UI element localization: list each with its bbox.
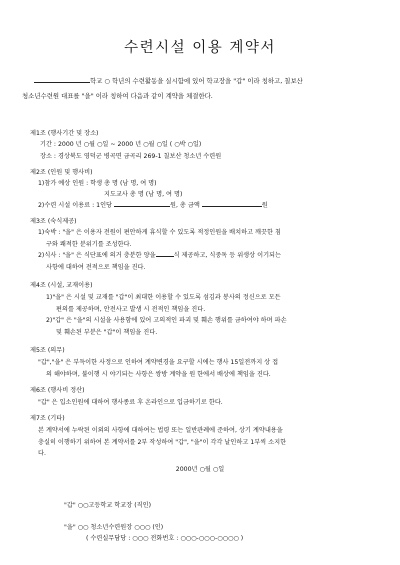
party-a-signature: "갑" ○○고등학교 학교장 (직인) xyxy=(64,502,151,509)
document-title: 수련시설 이용 계약서 xyxy=(124,40,276,56)
intro-line-1: 학교 ○ 학년의 수련활동을 실시함에 있어 학교장을 "갑" 이라 칭하고, 칠보산 xyxy=(22,74,386,89)
intro-paragraph xyxy=(22,74,386,104)
article-2-participants: 1)참가 예상 인원 : 학생 총 명 (남 명, 여 명) xyxy=(38,180,157,187)
fee-per-person-blank xyxy=(114,206,170,207)
article-5-body: "갑","을" 은 부득이한 사정으로 인하여 계약변경을 요구할 시에는 행사 15일전까지 상 접 의 해야하며, 불이행 시 야기되는 사항은 쌍방 계약을 원 한에서 배상에 책임을 진다. xyxy=(38,359,279,378)
school-name-blank xyxy=(34,82,90,83)
article-4-heading: 제4조 (시설, 교재이용) xyxy=(30,282,93,289)
article-3-body: 1)숙박 : "을" 은 이용자 전원이 편안하게 휴식할 수 있도록 적정인원을 배치하고 깨끗한 침 구와 쾌적한 분위기를 조성한다. 2)식사 : "을" 은 식단표에 의거 충분한 양을 식 제공하고, 식중독 등 위생상 이기되는 사항에 대하여 전적으로 책임을 진다. xyxy=(38,229,281,271)
article-3-heading: 제3조 (숙식제공) xyxy=(30,218,77,225)
article-6-body: "갑" 은 입소인원에 대하여 행사종료 후 온라인으로 입금하기로 한다. xyxy=(38,399,223,406)
article-7-body: 본 계약서에 누락된 이외의 사항에 대하여는 법령 또는 일반관례에 준하여, 상기 계약내용을 충실히 이행하기 위하여 본 계약서를 2부 작성하여 "갑", "을"이 각각 날인하고 1부씩 소지한 다. xyxy=(38,427,287,457)
article-5-heading: 제5조 (의무) xyxy=(30,347,65,354)
article-2-fee: 2)수련 시설 이용료 : 1인당 원, 총 금액 원 xyxy=(38,202,268,209)
article-2-teachers: 지도교사 총 명 (남 명, 여 명) xyxy=(104,191,183,198)
article-4-body: 1)"을" 은 시설 및 교재를 "갑"이 최대한 이용할 수 있도록 섬김과 봉사의 정신으로 모든 편의를 제공하며, 안전사고 발생 시 전적인 책임을 진다. 2)"갑" 은 "을"의 시설을 사용함에 있어 고의적인 파괴 및 훼손 행위를 금하여야 하며 파손 및 훼손된 부분은 "갑"이 책임을 진다. xyxy=(46,294,287,336)
article-2-heading: 제2조 (인원 및 행사비) xyxy=(30,169,93,176)
article-1-period: 기간 : 2000 년 ○월 ○일 ~ 2000 년 ○월 ○일 ( ○박 ○일) xyxy=(40,141,202,148)
article-7-heading: 제7조 (기타) xyxy=(30,415,65,422)
article-1-heading: 제1조 (행사기간 및 장소) xyxy=(30,130,99,137)
meal-count-blank xyxy=(156,256,174,257)
party-b-signature: "을" ○○ 청소년수련원장 ○○○ (인) xyxy=(64,524,164,531)
article-1-place: 장소 : 경상북도 영덕군 병곡면 금곡리 269-1 칠보산 청소년 수련원 xyxy=(40,153,222,160)
article-6-heading: 제6조 (행사비 정산) xyxy=(30,387,85,394)
intro-line-2: 청소년수련원 대표를 "을" 이라 칭하여 다음과 같이 계약을 체결한다. xyxy=(22,92,213,100)
contract-date: 2000년 ○월 ○일 xyxy=(175,466,225,473)
fee-total-blank xyxy=(202,206,262,207)
party-b-contact: ( 수련실무담당 : ○○○ 전화번호 : ○○○-○○○-○○○○ ) xyxy=(86,535,244,542)
